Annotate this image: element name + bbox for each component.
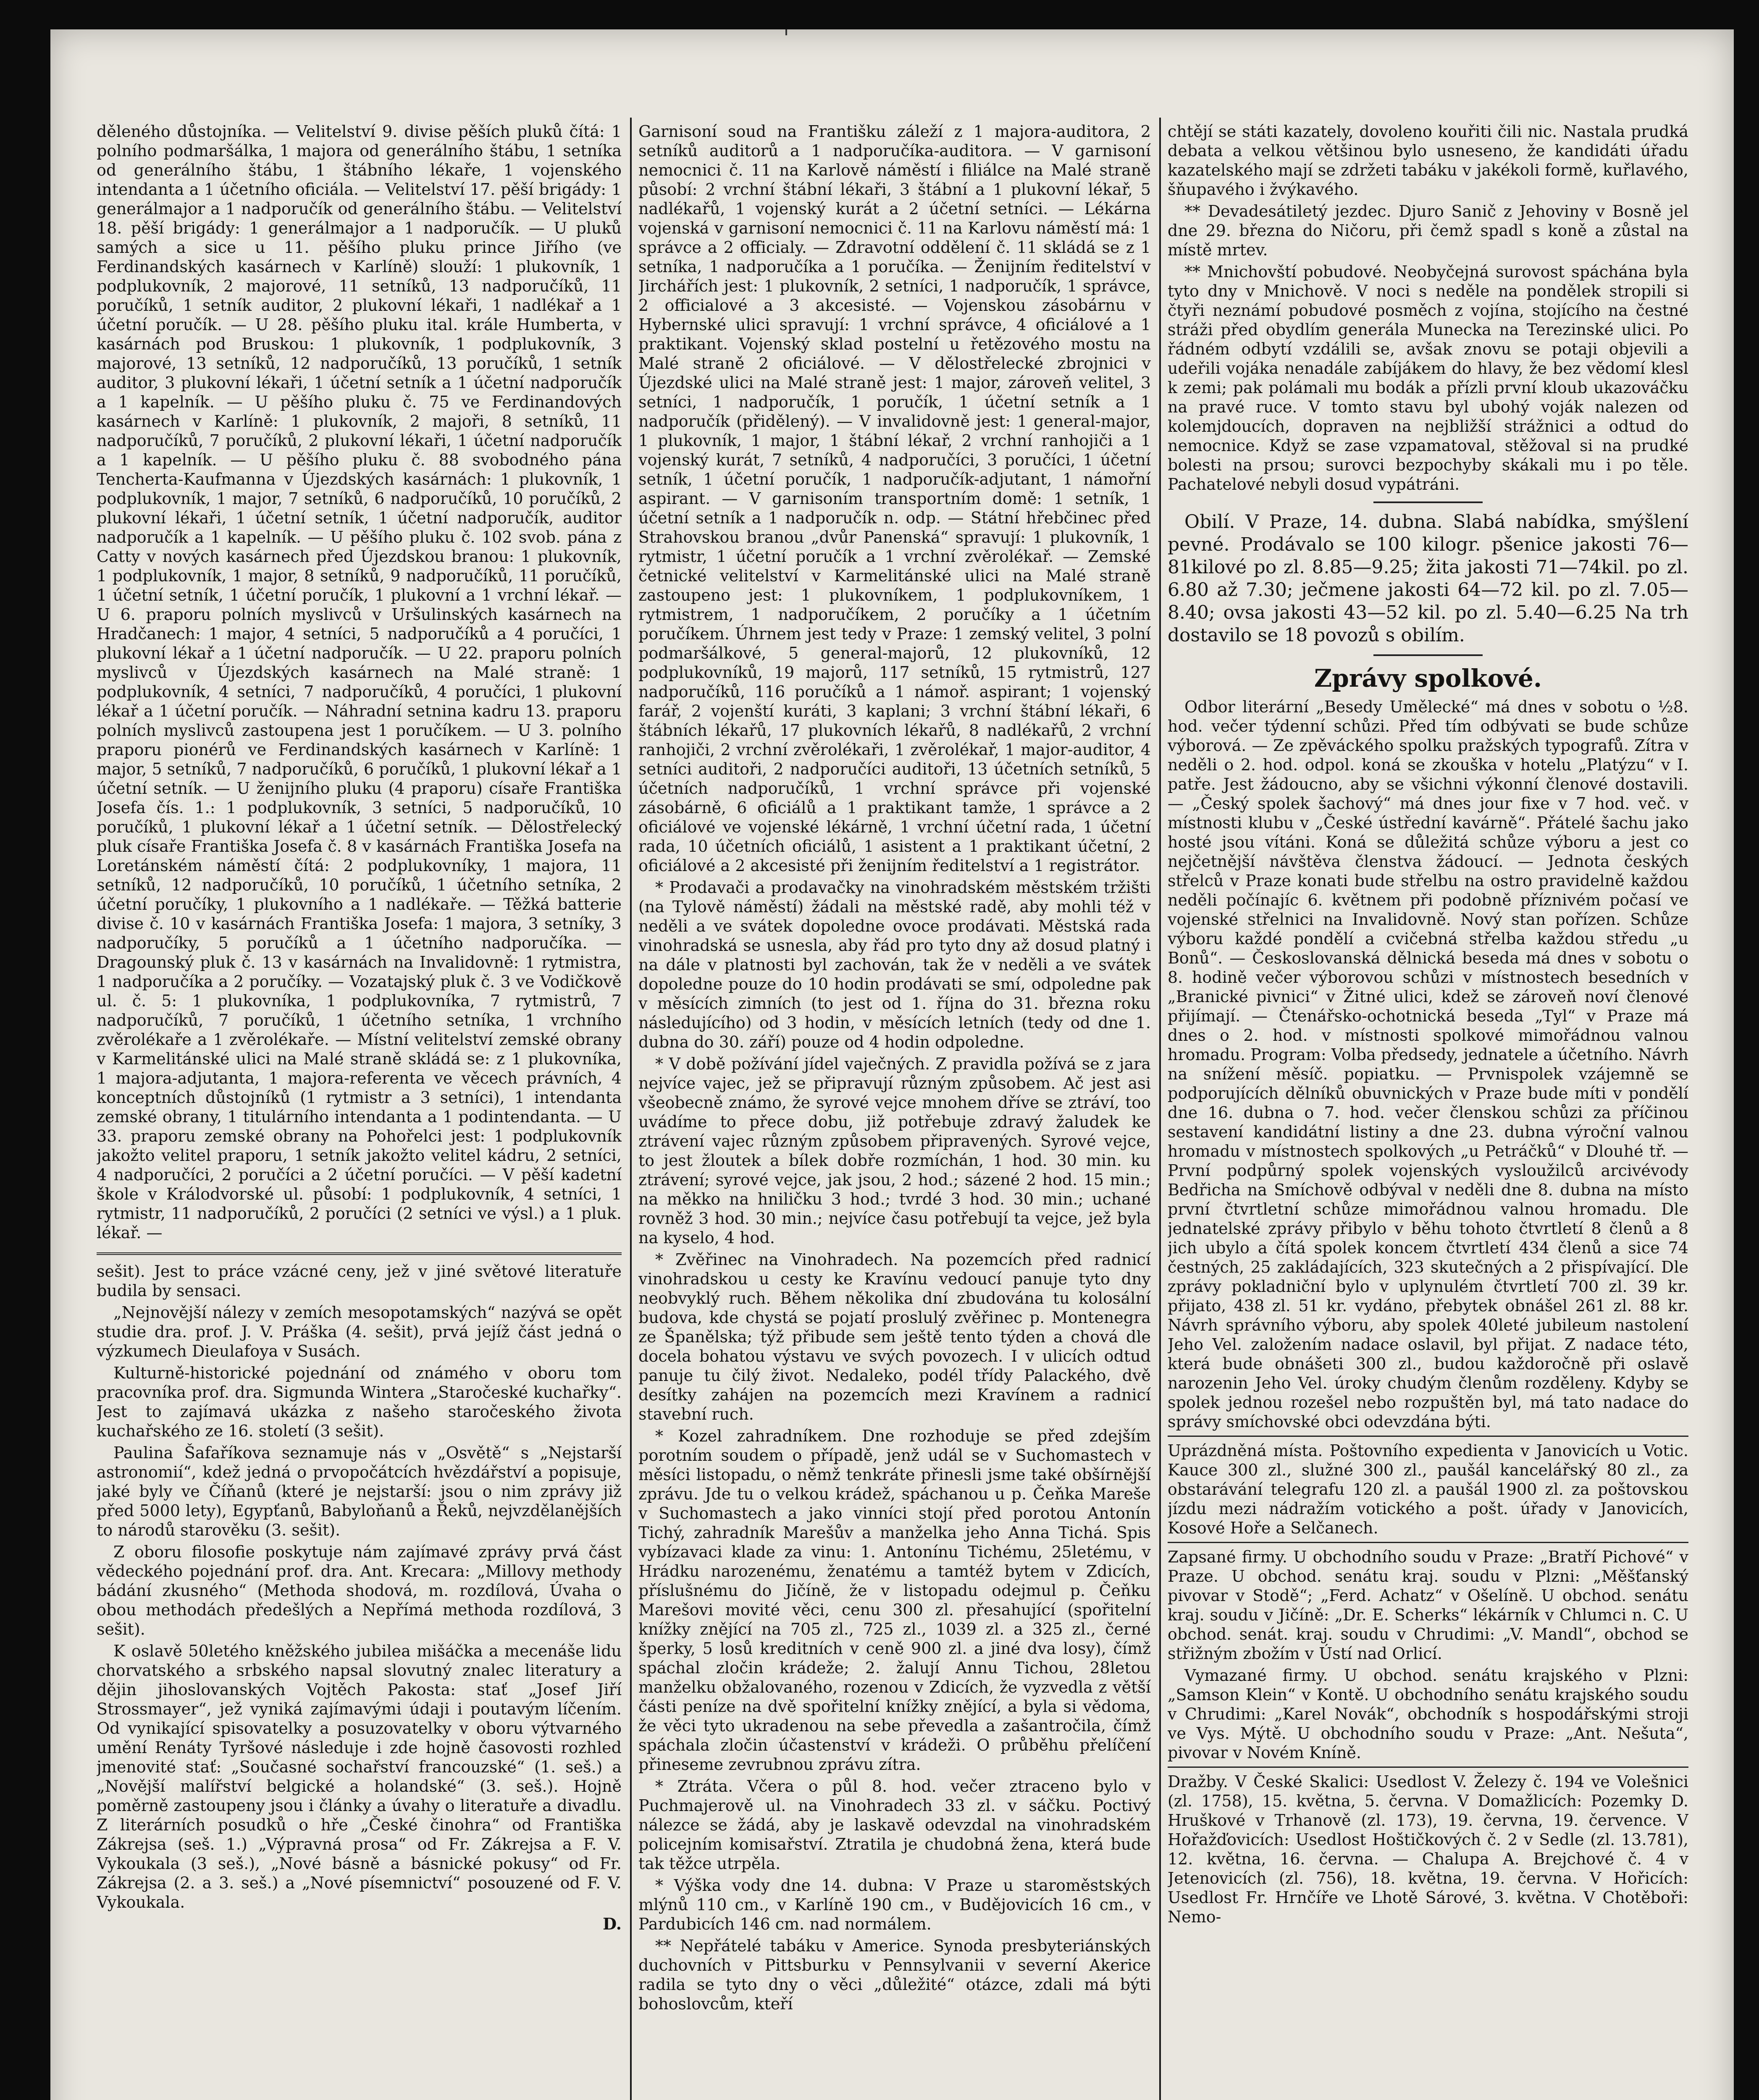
deleted-firms-notice: Vymazané firmy. U obchod. senátu krajského v Plzni: „Samson Klein“ v Kontě. U obchodního senátu krajského soudu v Chrudimi: „Karel Novák“, obchodník s hospodářskými stroji ve Vys. Mýtě. U obchodního soudu v Praze: „Ant. Nešuta“, pivovar v Novém Kníně.: [1168, 1666, 1688, 1762]
auctions-notice: Dražby. V České Skalici: Usedlost V. Železy č. 194 ve Volešnici (zl. 1758), 15. května, 5. června. V Domažlicích: Pozemky D. Hruškové v Trhanově (zl. 173), 19. června, 19. července. V Hořažďovicích: Usedlost Hoštičkových č. 2 v Sedle (zl. 13.781), 12. května, 16. června. — Chalupa A. Brejchové č. 4 v Jetenovicích (zl. 756), 18. května, 19. června. V Hořicích: Usedlost Fr. Hrnčíře ve Lhotě Sárové, 3. května. V Chotěboři: Nemo-: [1168, 1772, 1688, 1926]
vacancies-notice: Uprázdněná místa. Poštovního expedienta v Janovicích u Votic. Kauce 300 zl., služné 300 zl., paušál kancelářský 80 zl., za obstarávání telegrafu 120 zl. a paušál 1900 zl. za poštovskou jízdu mezi nádražím votického a pošt. úřady v Janovicích, Kosové Hoře a Selčanech.: [1168, 1441, 1688, 1537]
short-divider: [1373, 654, 1483, 656]
registered-firms-notice: Zapsané firmy. U obchodního soudu v Praze: „Bratří Pichové“ v Praze. U obchod. senátu kraj. soudu v Plzni: „Měšťanský pivovar v Stodě“; „Ferd. Achatz“ v Ošelíně. U obchod. senátu kraj. soudu v Jičíně: „Dr. E. Scherks“ lékárník v Chlumci n. C. U obchod. senát. kraj. soudu v Chrudimi: „V. Mandl“, obchod se střižným zbožím v Ústí nad Orlicí.: [1168, 1548, 1688, 1663]
grain-market-report: Obilí. V Praze, 14. dubna. Slabá nabídka, smýšlení pevné. Prodávalo se 100 kilogr. pšenice jakosti 76—81kilové po zl. 8.85—9.25; žita jakosti 71—74kil. po zl. 6.80 až 7.30; ječmene jakosti 64—72 kil. po zl. 7.05—8.40; ovsa jakosti 43—52 kil. po zl. 5.40—6.25 Na trh dostavilo se 18 povozů s obilím.: [1168, 511, 1688, 646]
military-garrison-article: děleného důstojníka. — Velitelství 9. divise pěších pluků čítá: 1 polního podmaršálka, 1 majora od generálního štábu, 1 setníka od generálního štábu, 1 štábního lékaře, 1 vojenského intendanta a 1 účetního oficiála. — Velitelství 17. pěší brigády: 1 generálmajor a 1 nadporučík od generálního štábu. — Velitelství 18. pěší brigády: 1 generálmajor a 1 nadporučík. — U pluků samých a sice u 11. pěšího pluku prince Jiřího (ve Ferdinandských kasárnech v Karlíně) slouží: 1 plukovník, 1 podplukovník, 2 majorové, 11 setníků, 13 nadporučíků, 11 poručíků, 1 setník auditor, 2 plukovní lékaři, 1 nadlékař a 1 účetní poručík. — U 28. pěšího pluku ital. krále Humberta, v kasárnách pod Bruskou: 1 plukovník, 1 podplukovník, 3 majorové, 13 setníků, 12 nadporučíků, 13 poručíků, 1 setník auditor, 3 plukovní lékaři, 1 účetní setník a 1 účetní nadporučík a 1 kapelník. — U pěšího pluku č. 75 ve Ferdinandových kasárnech v Karlíně: 1 plukovník, 2 majoři, 8 setníků, 11 nadporučíků, 7 poručíků, 2 plukovní lékaři, 1 účetní nadporučík a 1 kapelník. — U pěšího pluku č. 88 svobodného pána Tencherta-Kaufmanna v Újezdských kasárnách: 1 plukovník, 1 podplukovník, 1 major, 7 setníků, 6 nadporučíků, 10 poručíků, 2 plukovní lékaři, 1 účetní setník, 1 účetní nadporučík, auditor nadporučík a 1 kapelník. — U pěšího pluku č. 102 svob. pána z Catty v nových kasárnech před Újezdskou branou: 1 plukovník, 1 podplukovník, 1 major, 8 setníků, 9 nadporučíků, 11 poručíků, 1 účetní setník, 1 účetní poručík, 1 plukovní a 1 vrchní lékař. — U 6. praporu polních myslivců v Uršulinských kasárnech na Hradčanech: 1 major, 4 setníci, 5 nadporučíků a 4 poručíci, 1 plukovní lékař a 1 účetní nadporučík. — U 22. praporu polních myslivců v Újezdských kasárnech na Malé straně: 1 podplukovník, 4 setníci, 7 nadporučíků, 4 poručíci, 1 plukovní lékař a 1 účetní poručík. — Náhradní setnina kadru 13. praporu polních myslivců zastoupena jest 1 poručíkem. — U 3. polního praporu pionérů ve Ferdinandských kasárnech v Karlíně: 1 major, 5 setníků, 7 nadporučíků, 6 poručíků, 1 plukovní lékař a 1 účetní setník. — U ženijního pluku (4 praporu) císaře Františka Josefa čís. 1.: 1 podplukovník, 3 setníci, 5 nadporučíků, 10 poručíků, 1 plukovní lékař a 1 účetní setník. — Dělostřelecký pluk císaře Františka Josefa č. 8 v kasárnách Františka Josefa na Loretánském náměstí čítá: 2 podplukovníky, 1 majora, 11 setníků, 12 nadporučíků, 10 poručíků, 1 účetního setníka, 2 účetní poručíky, 1 plukovního a 1 nadlékaře. — Těžká batterie divise č. 10 v kasárnách Františka Josefa: 1 majora, 3 setníky, 3 nadporučíky, 5 poručíků a 1 účetního nadporučíka. — Dragounský pluk č. 13 v kasárnách na Invalidovně: 1 rytmistra, 1 nadporučíka a 2 poručíky. — Vozatajský pluk č. 3 ve Vodičkově ul. č. 5: 1 plukovníka, 1 podplukovníka, 7 rytmistrů, 7 nadporučíků, 7 poručíků, 1 účetního setníka, 1 vrchního zvěrolékaře a 1 zvěrolékaře. — Místní velitelství zemské obrany v Karmelitánské ulici na Malé straně skládá se: z 1 plukovníka, 1 majora-adjutanta, 1 majora-referenta ve věcech právních, 4 konceptních důstojníků (1 rytmistr a 3 setníci), 1 intendanta zemské obrany, 1 titulárního intendanta a 1 podintendanta. — U 33. praporu zemské obrany na Pohořelci jest: 1 podplukovník jakožto velitel praporu, 1 setník jakožto velitel kádru, 2 setníci, 4 nadporučíci, 2 poručíci a 2 účetní poručíci. — V pěší kadetní škole v Králodvorské ul. působí: 1 podplukovník, 4 setníci, 1 rytmistr, 11 nadporučíků, 2 poručíci (2 setníci ve výsl.) a 1 pluk. lékař. —: [97, 122, 622, 1242]
news-item: * Prodavači a prodavačky na vinohradském městském tržišti (na Tylově náměstí) žádali na městské radě, aby mohli též v neděli a ve svátek dopoledne ovoce prodávati. Městská rada vinohradská se usnesla, aby řád pro tyto dny až dosud platný i na dále v platnosti byl zachován, tak že v neděli a ve svátek dopoledne pouze do 10 hodin prodávati se smí, odpoledne pak v měsících zimních (to jest od 1. října do 31. března roku následujícího) od 3 hodin, v měsících letních (tedy od dne 1. dubna do 30. září) pouze od 4 hodin odpoledne.: [638, 878, 1151, 1051]
news-item: * Zvěřinec na Vinohradech. Na pozemcích před radnicí vinohradskou u cesty ke Kravínu vedoucí panuje tyto dny neobvyklý ruch. Během několika dní zbudována tu kolosální budova, kde chystá se pojatí proslulý zvěřinec p. Montenegra ze Španělska; týž přibude sem ještě tento týden a chová dle docela bohatou výstavu ve svých povozech. I v ulicích odtud panuje tu čilý život. Nedaleko, podél třídy Palackého, dvě desítky zahájen na pozemcích mezi Kravínem a radnicí stavební ruch.: [638, 1250, 1151, 1423]
literary-paragraph: „Nejnovější nálezy v zemích mesopotamských“ nazývá se opět studie dra. prof. J. V. Práška (4. sešit), prvá jejíž část jedná o výzkumech Dieulafoya v Susách.: [97, 1303, 622, 1360]
literary-paragraph: Z oboru filosofie poskytuje nám zajímavé zprávy prvá část vědeckého pojednání prof. dra. Ant. Krecara: „Millovy methody bádání zkusného“ (Methoda shodová, m. rozdílová, Úvaha o obou methodách předešlých a Nepřímá methoda rozdílová, 3 sešit).: [97, 1543, 622, 1638]
garrison-summary-paragraph: Garnisoní soud na Františku záleží z 1 majora-auditora, 2 setníků auditorů a 1 nadporučíka-auditora. — V garnisoní nemocnici č. 11 na Karlově náměstí i filiálce na Malé straně působí: 2 vrchní štábní lékaři, 3 štábní a 1 plukovní lékař, 5 nadlékařů, 1 vojenský kurát a 2 účetní setníci. — Lékárna vojenská v garnisoní nemocnici č. 11 na Karlovu náměstí má: 1 správce a 2 officialy. — Zdravotní oddělení č. 11 skládá se z 1 setníka, 1 nadporučíka a 1 poručíka. — Ženijním ředitelství v Jirchářích jest: 1 plukovník, 2 setníci, 1 nadporučík, 1 správce, 2 officialové a 3 akcesisté. — Vojenskou zásobárnu v Hybernské ulici spravují: 1 vrchní správce, 4 oficiálové a 1 praktikant. Vojenský sklad postelní u řetězového mostu na Malé straně 2 oficiálové. — V dělostřelecké zbrojnici v Újezdské ulici na Malé straně jest: 1 major, zároveň velitel, 3 setníci, 1 nadporučík, 1 poručík, 1 účetní setník a 1 nadporučík (přidělený). — V invalidovně jest: 1 general-major, 1 plukovník, 1 major, 1 štábní lékař, 2 vrchní ranhojiči a 1 vojenský kurát, 7 setníků, 4 nadporučíci, 3 poručíci, 1 účetní setník, 1 účetní poručík, 1 nadporučík-adjutant, 1 námořní aspirant. — V garnisoním transportním domě: 1 setník, 1 účetní setník a 1 nadporučík n. odp. — Státní hřebčinec před Strahovskou branou „dvůr Panenská“ spravují: 1 plukovník, 1 rytmistr, 1 účetní poručík a 1 vrchní zvěrolékař. — Zemské četnické velitelství v Karmelitánské ulici na Malé straně zastoupeno jest: 1 plukovníkem, 1 podplukovníkem, 1 rytmistrem, 1 nadporučíkem, 2 poručíky a 1 účetním poručíkem. Úhrnem jest tedy v Praze: 1 zemský velitel, 3 polní podmaršálkové, 5 general-majorů, 12 plukovníků, 12 podplukovníků, 19 majorů, 117 setníků, 15 rytmistrů, 127 nadporučíků, 116 poručíků a 1 námoř. aspirant; 1 vojenský farář, 2 vojenští kuráti, 3 kaplani; 3 vrchní štábní lékaři, 6 štábních lékařů, 17 plukovních lékařů, 8 nadlékařů, 2 vrchní ranhojiči, 2 vrchní zvěrolékaři, 1 zvěrolékař, 1 major-auditor, 4 setníci auditoři, 2 nadporučíci auditoři, 13 účetních setníků, 5 účetních nadporučíků, 1 vrchní správce při vojenské zásobárně, 6 oficiálů a 1 praktikant tamže, 1 správce a 2 oficiálové ve vojenské lékárně, 1 vrchní účetní rada, 1 účetní rada, 10 účetních oficiálů, 1 asistent a 1 praktikant účetní, 2 oficiálové a 2 akcesisté při ženijním ředitelství a 1 registrátor.: [638, 122, 1151, 875]
news-item: * V době požívání jídel vaječných. Z pravidla požívá se z jara nejvíce vajec, jež se připravují různým způsobem. Ač jest asi všeobecně známo, že syrové vejce mnohem dříve se ztráví, too uvádíme to přece dobu, již potřebuje zdravý žaludek ke ztrávení vajec různým způsobem připravených. Syrové vejce, to jest žloutek a bílek dobře rozmíchán, 1 hod. 30 min. ku ztrávení; syrové vejce, jak jsou, 2 hod.; sázené 2 hod. 15 min.; na měkko na hniličku 3 hod.; tvrdé 3 hod. 30 min.; uchané rovněž 3 hod. 30 min.; nejvíce času potřebují ta vejce, jež byla na kyselo, 4 hod.: [638, 1055, 1151, 1247]
column-rule-right: [1159, 118, 1161, 2100]
literary-paragraph: Kulturně-historické pojednání od známého v oboru tom pracovníka prof. dra. Sigmunda Wintera „Staročeské kuchařky“. Jest to zajímavá ukázka z našeho staročeského života kuchařského ze 16. století (3 sešit).: [97, 1364, 622, 1440]
right-column: [1168, 122, 1688, 2100]
society-news: Odbor literární „Besedy Umělecké“ má dnes v sobotu o ½8. hod. večer týdenní schůzi. Před tím odbývati se bude schůze výborová. — Ze zpěváckého spolku pražských typografů. Zítra v neděli o 2. hod. odpol. koná se zkouška v hotelu „Platýzu“ v I. patře. Jest žádoucno, aby se všichni výkonní členové dostavili. — „Český spolek šachový“ má dnes jour fixe v 7 hod. več. v místnosti klubu v „České ústřední kavárně“. Přátelé šachu jako hosté jsou vítáni. Koná se důležitá schůze výboru a jest co nejčetnější návštěva členstva žádoucí. — Jednota českých střelců v Praze konati bude střelbu na ostro pravidelně každou neděli počínajíc 6. květnem při podobně příznivém počasí ve vojenské střelnici na Invalidovně. Nový stan pořízen. Schůze výboru každé pondělí a cvičebná střelba každou středu „u Bonů“. — Českoslovanská dělnická beseda má dnes v sobotu o 8. hodině večer výborovou schůzi v místnostech besedních v „Branické pivnici“ v Žitné ulici, kdež se zároveň noví členové přijímají. — Čtenářsko-ochotnická beseda „Tyl“ v Praze má dnes o 2. hod. v místnosti spolkové mimořádnou valnou hromadu. Program: Volba předsedy, jednatele a účetního. Návrh na snížení měsíč. popiatku. — Prvnispolek vzájemně se podporujících dělníků obuvnických v Praze bude míti v pondělí dne 16. dubna o 7. hod. večer členskou schůzi za příčinou sestavení kandidátní listiny a dne 23. dubna výroční valnou hromadu v místnostech spolkových „u Petráčků“ v Dlouhé tř. — První podpůrný spolek vojenských vysloužilců arcivévody Bedřicha na Smíchově odbýval v neděli dne 8. dubna na místo první čtvrtletní schůze mimořádnou valnou hromadu. Dle jednatelské zprávy přibylo v běhu tohoto čtvrtletí 8 členů a 8 jich ubylo a čítá spolek koncem čtvrtletí 434 členů a sice 74 čestných, 25 zakládajících, 323 skutečných a 2 přispívající. Dle zprávy pokladniční bylo v uplynulém čtvrtletí 700 zl. 39 kr. přijato, 438 zl. 51 kr. vydáno, přebytek obnášel 261 zl. 88 kr. Návrh správního výboru, aby spolek 40leté jubileum nastolení Jeho Vel. založením nadace oslavil, byl přijat. Z nadace této, která bude obnášeti 300 zl., budou každoročně při oslavě narozenin Jeho Vel. úroky chudým členům rozděleny. Kdyby se spolek jednou rozešel nebo rozpuštěn byl, má tato nadace do správy smíchovské obci odevzdána býti.: [1168, 698, 1688, 1431]
auctions-box: [1168, 1767, 1688, 1927]
news-item: chtějí se státi kazately, dovoleno kouřiti čili nic. Nastala prudká debata a velkou většinou bylo usneseno, že kandidáti úřadu kazatelského mají se zdržeti tabáku v jakékoli formě, kuřlavého, šňupavého i žvýkavého.: [1168, 122, 1688, 199]
section-heading: Zprávy spolkové.: [1314, 664, 1542, 693]
news-item: ** Nepřátelé tabáku v Americe. Synoda presbyteriánských duchovních v Pittsburku v Pennsylvanii v severní Akerice radila se tyto dny o věci „důležité“ otázce, zdali má býti bohoslovcům, kteří: [638, 1937, 1151, 2013]
column-rule-left: [630, 118, 632, 2100]
registered-firms-box: [1168, 1542, 1688, 1762]
middle-column: [638, 122, 1151, 2100]
news-item: ** Mnichovští pobudové. Neobyčejná surovost spáchána byla tyto dny v Mnichově. V noci s neděle na pondělek stropili si čtyři neznámí pobudové posměch z vojína, stojícího na čestné stráži před obydlím generála Munecka na Terezinské ulici. Po řádném odbytí vzdálili se, avšak znovu se potaji objevili a udeřili vojáka nenadále zabíjákem do hlavy, že bez vědomí klesl k zemi; pak polámali mu bodák a přízli první kloub ukazováčku na pravé ruce. V tomto stavu byl ubohý voják nalezen od kolemjdoucích, dopraven na nejbližší strážnici a odtud do nemocnice. Když se zase vzpamatoval, stěžoval si na prudké bolesti na prsou; surovci bezpochyby skákali mu i po těle. Pachatelové nebyli dosud vypátráni.: [1168, 262, 1688, 494]
news-item: * Ztráta. Včera o půl 8. hod. večer ztraceno bylo v Puchmajerově ul. na Vinohradech 33 zl. v sáčku. Poctivý nálezce se žádá, aby je laskavě odevzdal na vinohradském policejním komisařství. Ztratila je chudobná žena, která bude tak těžce utrpěla.: [638, 1777, 1151, 1873]
short-divider: [1373, 501, 1483, 503]
literary-paragraph: sešit). Jest to práce vzácné ceny, jež v jiné světové literatuře budila by sensaci.: [97, 1262, 622, 1300]
news-item: * Výška vody dne 14. dubna: V Praze u staroměstských mlýnů 110 cm., v Karlíně 190 cm., v Budějovicích 16 cm., v Pardubicích 146 cm. nad normálem.: [638, 1876, 1151, 1933]
news-item: ** Devadesátiletý jezdec. Djuro Sanič z Jehoviny v Bosně jel dne 29. března do Ničoru, při čemž spadl s koně a zůstal na místě mrtev.: [1168, 202, 1688, 259]
article-signature: D.: [603, 1914, 622, 1933]
scan-border-left: [0, 0, 50, 2100]
newspaper-page: [50, 29, 1734, 2100]
literary-paragraph: Paulina Šafaříkova seznamuje nás v „Osvětě“ s „Nejstarší astronomií“, kdež jedná o prvopočátcích hvězdářství a popisuje, jaké byly ve Číňanů (které je nejstarší: jsou o nim zprávy již před 5000 lety), Egypťanů, Babyloňanů a Řeků, nejvzdělanějších to národů starověku (3. sešit).: [97, 1444, 622, 1539]
news-item: * Kozel zahradníkem. Dne rozhoduje se před zdejším porotním soudem o případě, jenž udál se v Suchomastech v měsíci listopadu, o němž tenkráte přinesli jsme také obšírnější zprávu. Jde tu o velkou krádež, spáchanou u p. Čeňka Mareše v Suchomastech a jako vinníci stojí před porotou Antonín Tichý, zahradník Marešův a manželka jeho Anna Tichá. Spis vybízavaci klade za vinu: 1. Antonínu Tichému, 25letému, v Hrádku narozenému, ženatému a tamtéž bytem v Zdicích, příslušnému do Jičíně, že v listopadu odejmul p. Čeňku Marešovi movité věci, cenu 300 zl. přesahující (spořitelní knížky znějící na 705 zl., 725 zl., 1039 zl. a 325 zl., černé šperky, 5 losů kreditních v ceně 900 zl. a jiné dva losy), čímž spáchal zločin krádeže; 2. žalují Annu Tichou, 28letou manželku obžalovaného, rozenou v Zdicích, že vyzvedla z větší části peníze na dvě spořitelní knížky znějící, a byla si vědoma, že věci tyto ukradenou na sebe převedla a zašantročila, čímž spáchala zločin účastenství v krádeži. O průběhu přelíčení přineseme zevrubnou zprávu zítra.: [638, 1427, 1151, 1774]
scan-border-right: [1734, 0, 1759, 2100]
literary-paragraph: K oslavě 50letého kněžského jubilea mišáčka a mecenáše lidu chorvatského a srbského napsal slovutný znalec literatury a dějin jihoslovanských Vojtěch Pakosta: stať „Josef Jiří Strossmayer“, jež vyniká zajímavými údaji i poutavým líčením. Od vynikající spisovatelky a posuzovatelky v oboru výtvarného umění Renáty Tyršové následuje i zde hojně časovosti rozhled jmenovité stať: „Současné sochařství francouzské“ (1. seš.) a „Novější malířství belgické a holandské“ (3. seš.). Hojně poměrně zastoupeny jsou i články a úvahy o literatuře a divadlu. Z literárních posudků o hře „České činohra“ od Františka Zákrejsa (seš. 1.) „Výpravná prosa“ od Fr. Zákrejsa a F. V. Vykoukala (3 seš.), „Nové básně a básnické pokusy“ od Fr. Zákrejsa (2. a 3. seš.) a „Nové písemnictví“ posouzené od F. V. Vykoukala.: [97, 1642, 622, 1911]
vacancies-box: [1168, 1436, 1688, 1538]
section-divider: [97, 1248, 622, 1255]
page-fold-mark: [785, 29, 787, 35]
left-column: [97, 122, 622, 2100]
scan-border-top: [0, 0, 1759, 29]
